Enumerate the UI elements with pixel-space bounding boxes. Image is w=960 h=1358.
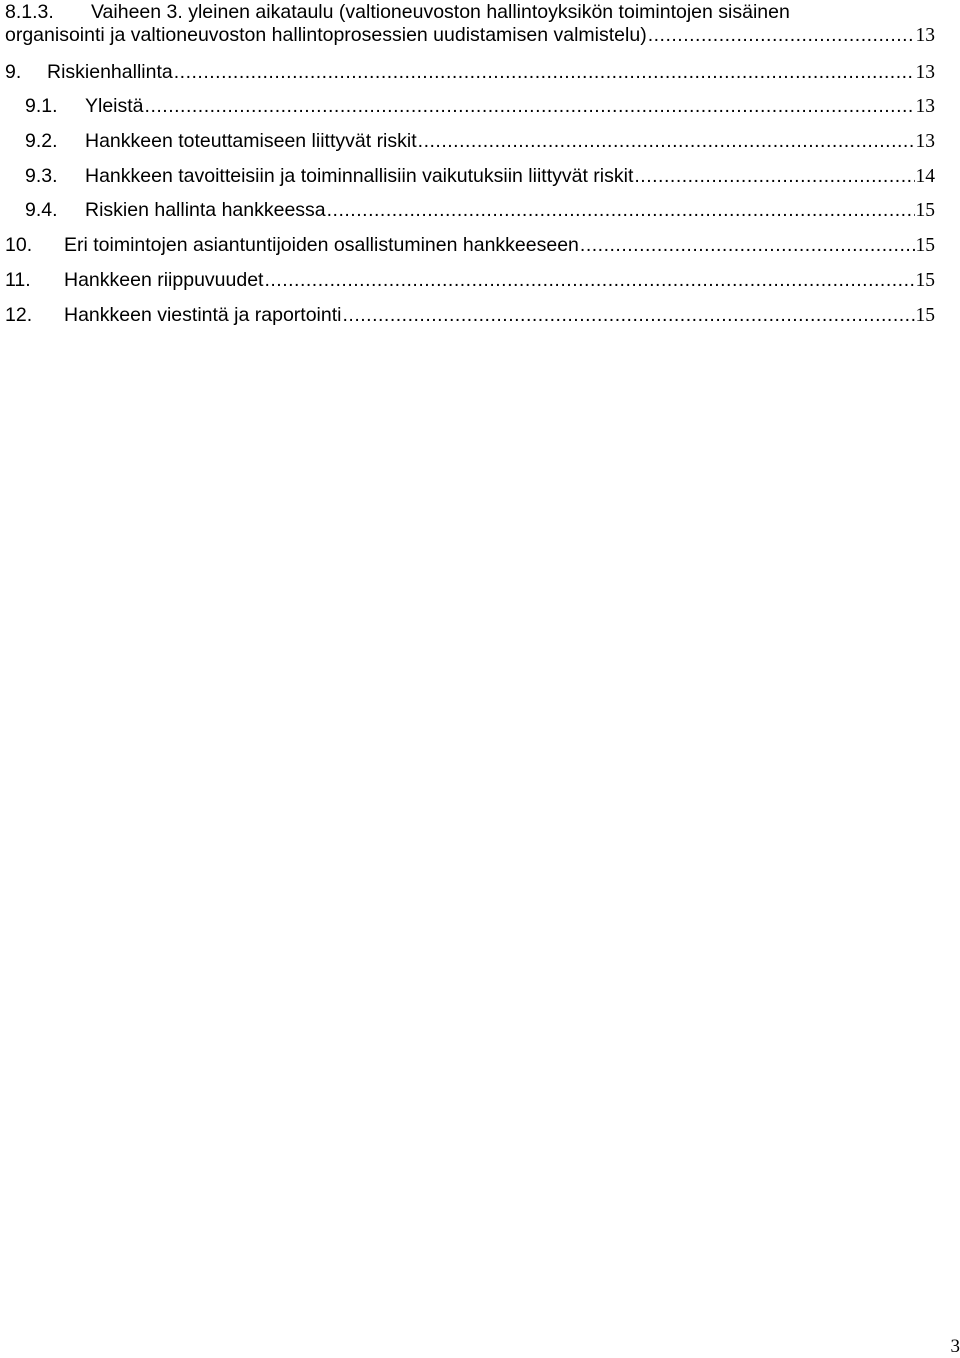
toc-entry-page: 13 <box>915 96 935 117</box>
toc-leader-dots <box>327 199 915 222</box>
page-number: 3 <box>950 1336 960 1357</box>
toc-entry-page: 13 <box>915 25 935 46</box>
toc-leader-dots <box>634 165 914 188</box>
toc-entry-title: Riskien hallinta hankkeessa <box>85 199 326 221</box>
toc-entry-page: 14 <box>915 166 935 187</box>
toc-entry[interactable] <box>0 234 935 257</box>
toc-leader-dots <box>145 95 915 118</box>
toc-entry-page: 15 <box>915 270 935 291</box>
toc-entry-title: Hankkeen viestintä ja raportointi <box>64 304 342 326</box>
toc-leader-dots <box>648 24 915 47</box>
toc-entry-number: 9. <box>5 61 22 83</box>
toc-entry-page: 13 <box>915 62 935 83</box>
toc-entry-title-line2: organisointi ja valtioneuvoston hallintoprosessien uudistamisen valmistelu) <box>5 24 647 46</box>
toc-entry-title: Eri toimintojen asiantuntijoiden osallistuminen hankkeeseen <box>64 234 579 256</box>
toc-entry[interactable] <box>0 130 935 153</box>
toc-entry[interactable] <box>0 269 935 292</box>
toc-entry-page: 15 <box>915 235 935 256</box>
toc-leader-dots <box>418 130 915 153</box>
toc-entry[interactable] <box>0 304 935 327</box>
toc-entry[interactable] <box>0 165 935 188</box>
toc-entry-title: Yleistä <box>85 95 144 117</box>
toc-entry-title-line1: Vaiheen 3. yleinen aikataulu (valtioneuvoston hallintoyksikön toimintojen sisäinen <box>91 1 790 23</box>
toc-entry[interactable] <box>0 61 935 84</box>
toc-entry-page: 15 <box>915 305 935 326</box>
toc-entry-title: Riskienhallinta <box>47 61 173 83</box>
toc-entry-number: 10. <box>5 234 33 256</box>
toc-entry[interactable] <box>0 95 935 118</box>
toc-leader-dots <box>343 304 915 327</box>
toc-entry-number: 9.1. <box>25 95 58 117</box>
toc-entry-page: 13 <box>915 131 935 152</box>
toc-entry-number: 8.1.3. <box>5 1 54 23</box>
toc-leader-dots <box>174 61 915 84</box>
toc-entry-page: 15 <box>915 200 935 221</box>
toc-leader-dots <box>264 269 914 292</box>
toc-entry[interactable] <box>0 1 935 47</box>
toc-entry-number: 11. <box>5 269 31 291</box>
toc-entry[interactable] <box>0 199 935 222</box>
toc-entry-number: 9.4. <box>25 199 58 221</box>
toc-entry-title: Hankkeen riippuvuudet <box>64 269 264 291</box>
toc-entry-title: Hankkeen tavoitteisiin ja toiminnallisiin vaikutuksiin liittyvät riskit <box>85 165 634 187</box>
toc-entry-title: Hankkeen toteuttamiseen liittyvät riskit <box>85 130 417 152</box>
toc-entry-number: 12. <box>5 304 33 326</box>
toc-entry-number: 9.2. <box>25 130 58 152</box>
toc-entry-number: 9.3. <box>25 165 58 187</box>
toc-leader-dots <box>580 234 915 257</box>
